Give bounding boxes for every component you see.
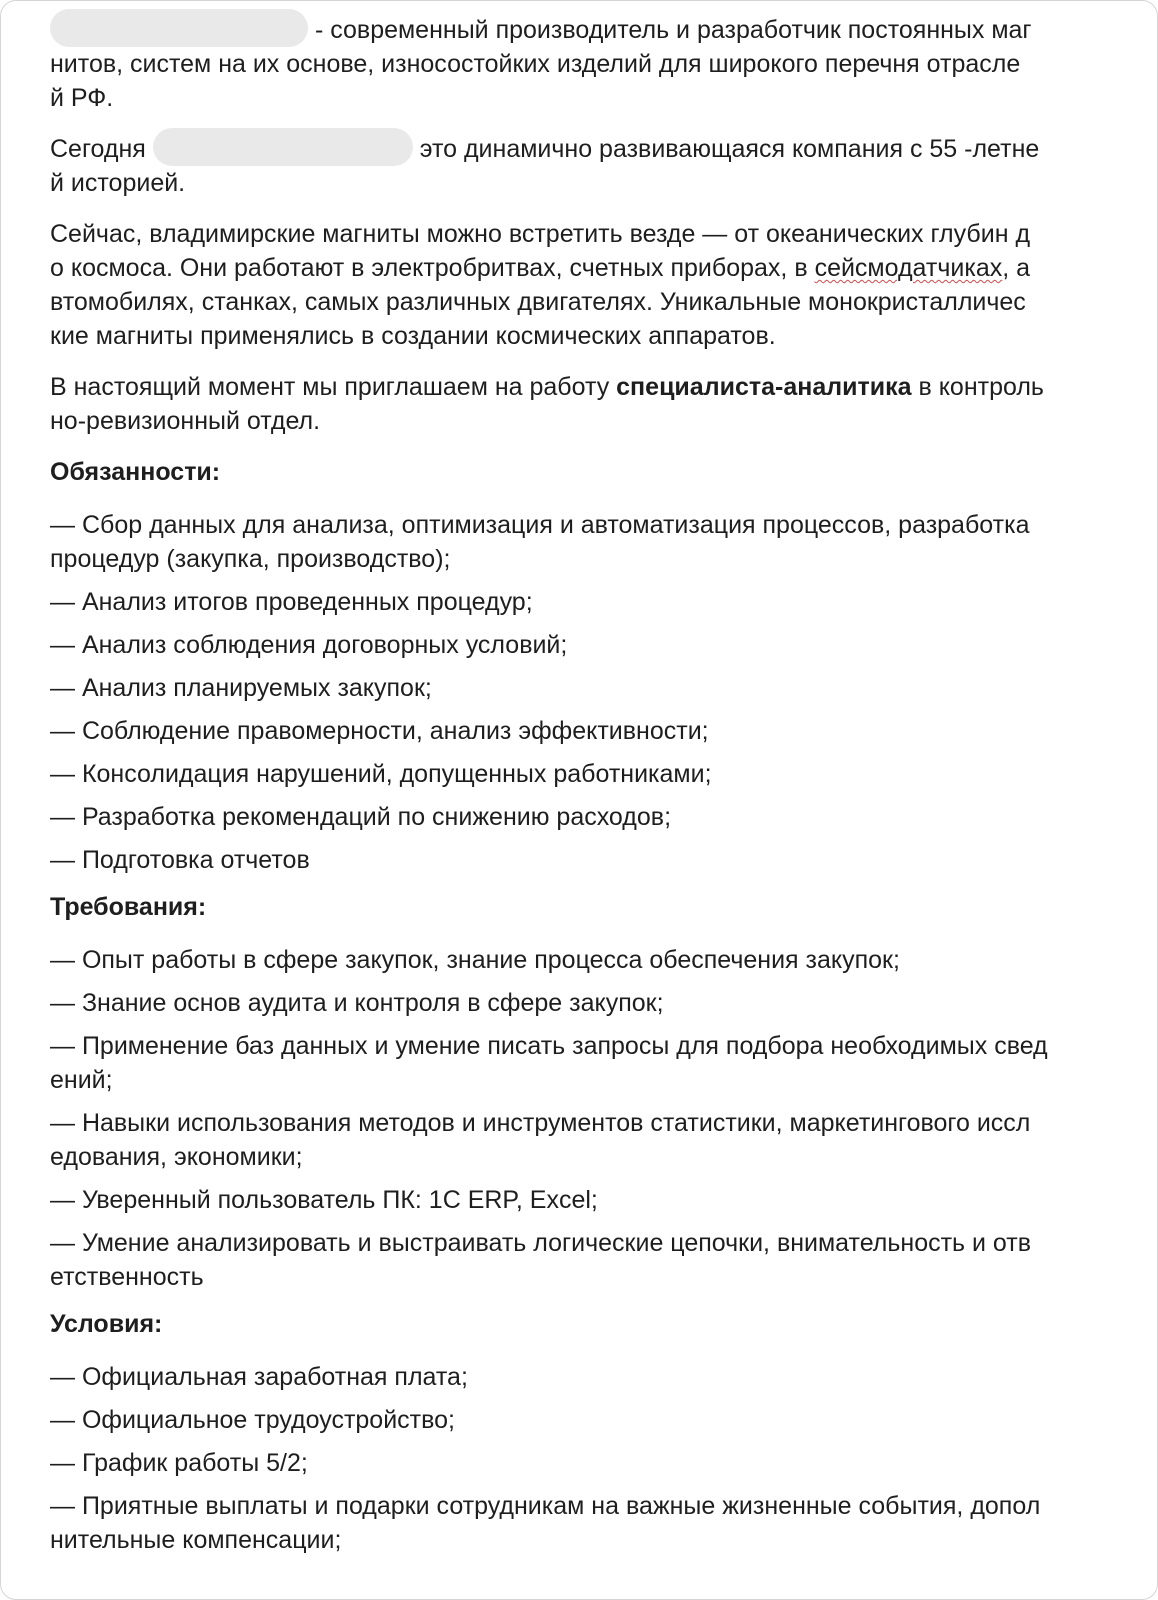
intro-p3-line2-post: , а (1002, 254, 1031, 282)
intro-p3-line1: Сейчас, владимирские магниты можно встретить везде — от океанических глубин д (50, 220, 1031, 248)
list-item-line: нительные компенсации; (50, 1526, 342, 1554)
list-item (50, 1106, 1120, 1174)
list-item (50, 585, 1120, 619)
list-item (50, 1446, 1120, 1480)
intro-p2-post: это динамично развивающаяся компания с 55 -летне (419, 135, 1040, 163)
list-item-line: — Официальное трудоустройство; (50, 1406, 455, 1434)
intro-p4-post: в контроль (911, 373, 1044, 401)
list-item-line: — Сбор данных для анализа, оптимизация и автоматизация процессов, разработка (50, 511, 1030, 539)
intro-p3-line2-pre: о космоса. Они работают в электробритвах, счетных приборах, в (50, 254, 815, 282)
list-item (50, 671, 1120, 705)
intro-paragraph-1 (50, 13, 1120, 115)
list-item (50, 628, 1120, 662)
list-item (50, 1360, 1120, 1394)
position-title: специалиста-аналитика (616, 373, 912, 401)
intro-p1-line2: нитов, систем на их основе, износостойких изделий для широкого перечня отрасле (50, 50, 1021, 78)
conditions-list (50, 1360, 1120, 1557)
redacted-company-name (153, 128, 413, 166)
list-item (50, 1029, 1120, 1097)
list-item-line: — Навыки использования методов и инструментов статистики, маркетингового иссл (50, 1109, 1031, 1137)
list-item-line: едования, экономики; (50, 1143, 303, 1171)
intro-paragraph-2 (50, 132, 1120, 200)
conditions-heading: Условия: (50, 1310, 163, 1338)
list-item-line: — Официальная заработная плата; (50, 1363, 468, 1391)
duties-list (50, 508, 1120, 877)
list-item-line: — Анализ соблюдения договорных условий; (50, 631, 568, 659)
list-item-line: — Соблюдение правомерности, анализ эффективности; (50, 717, 709, 745)
intro-p2-line2: й историей. (50, 169, 186, 197)
duties-heading: Обязанности: (50, 458, 221, 486)
list-item-line: ений; (50, 1066, 113, 1094)
list-item-line: — Приятные выплаты и подарки сотрудникам на важные жизненные события, допол (50, 1492, 1041, 1520)
list-item (50, 508, 1120, 576)
list-item (50, 1403, 1120, 1437)
intro-p1-line1: - современный производитель и разработчик постоянных маг (314, 16, 1032, 44)
intro-paragraph-4 (50, 370, 1120, 438)
list-item (50, 714, 1120, 748)
list-item-line: — График работы 5/2; (50, 1449, 308, 1477)
intro-p4-pre: В настоящий момент мы приглашаем на работу (50, 373, 617, 401)
list-item-line: — Анализ планируемых закупок; (50, 674, 432, 702)
list-item-line: — Уверенный пользователь ПК: 1С ERP, Excel; (50, 1186, 598, 1214)
list-item-line: — Опыт работы в сфере закупок, знание процесса обеспечения закупок; (50, 946, 900, 974)
list-item (50, 1226, 1120, 1294)
list-item (50, 843, 1120, 877)
list-item-line: — Консолидация нарушений, допущенных работниками; (50, 760, 712, 788)
intro-p3-line3: втомобилях, станках, самых различных двигателях. Уникальные монокристалличес (50, 288, 1026, 316)
list-item (50, 943, 1120, 977)
list-item (50, 986, 1120, 1020)
intro-p2-pre: Сегодня (50, 135, 146, 163)
intro-p1-line3: й РФ. (50, 84, 114, 112)
intro-p4-line2: но-ревизионный отдел. (50, 407, 321, 435)
list-item-line: — Умение анализировать и выстраивать логические цепочки, внимательность и отв (50, 1229, 1032, 1257)
list-item (50, 800, 1120, 834)
intro-paragraph-3 (50, 217, 1120, 353)
intro-p3-line4: кие магниты применялись в создании космических аппаратов. (50, 322, 776, 350)
list-item-line: — Разработка рекомендаций по снижению расходов; (50, 803, 672, 831)
redacted-company-name (50, 9, 308, 47)
spellcheck-word: сейсмодатчиках (814, 254, 1003, 282)
list-item (50, 1183, 1120, 1217)
requirements-list (50, 943, 1120, 1294)
list-item-line: етственность (50, 1263, 204, 1291)
list-item-line: — Применение баз данных и умение писать запросы для подбора необходимых свед (50, 1032, 1048, 1060)
list-item (50, 1489, 1120, 1557)
list-item-line: процедур (закупка, производство); (50, 545, 451, 573)
list-item-line: — Подготовка отчетов (50, 846, 310, 874)
list-item (50, 757, 1120, 791)
list-item-line: — Знание основ аудита и контроля в сфере закупок; (50, 989, 664, 1017)
list-item-line: — Анализ итогов проведенных процедур; (50, 588, 533, 616)
requirements-heading: Требования: (50, 893, 207, 921)
vacancy-text (50, 13, 1120, 1570)
